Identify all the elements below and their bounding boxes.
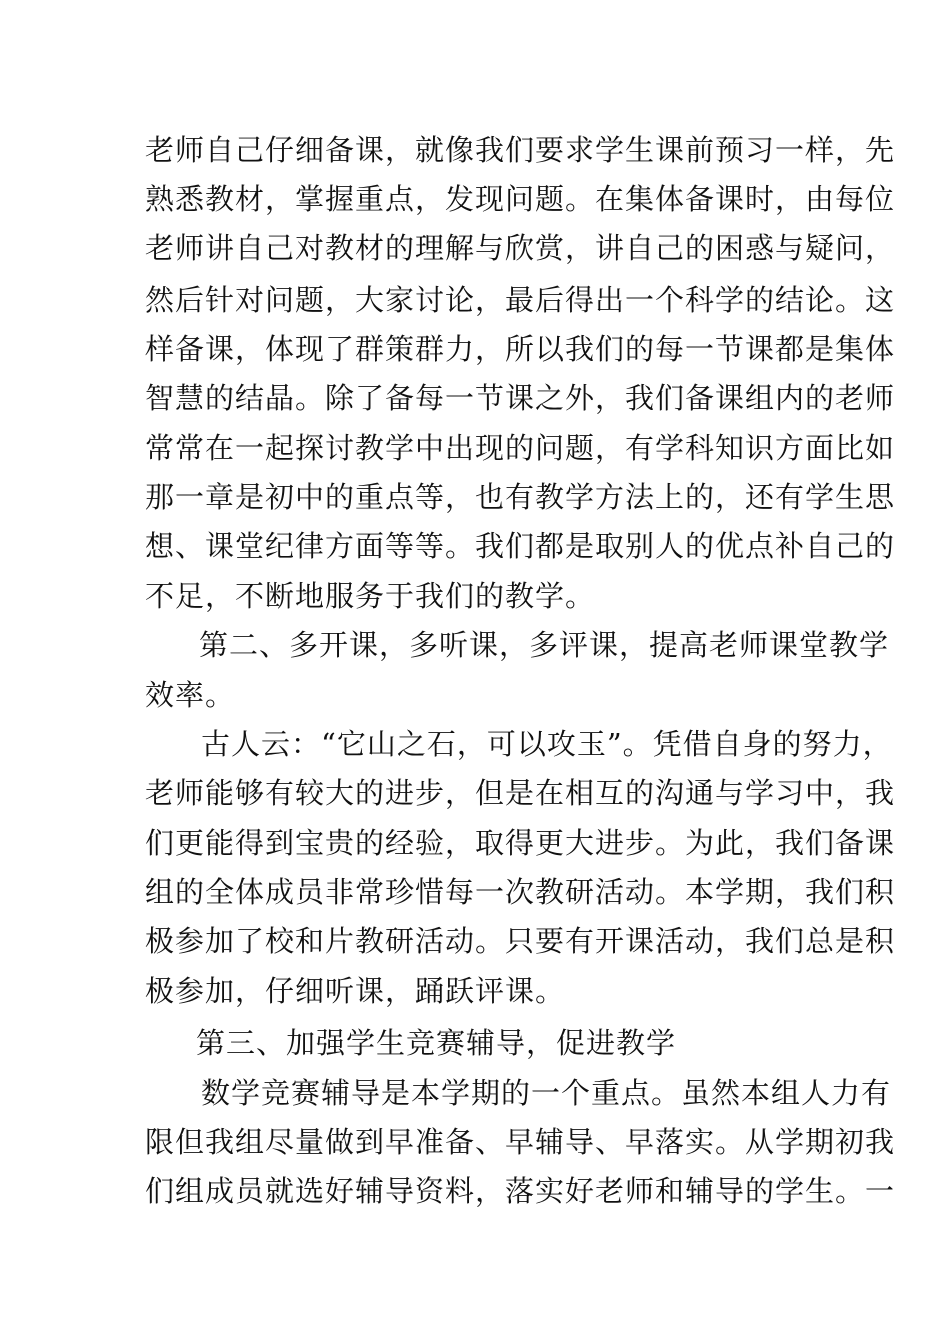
text-line: 那一章是初中的重点等，也有教学方法上的，还有学生思 [145, 480, 896, 514]
text-line: 古人云：“它山之石，可以攻玉”。凭借自身的努力， [201, 727, 893, 761]
text-line: 想、课堂纪律方面等等。我们都是取别人的优点补自己的 [145, 529, 896, 563]
section-heading-2: 第二、多开课，多听课，多评课，提高老师课堂教学 [199, 628, 890, 662]
text-line: 老师自己仔细备课，就像我们要求学生课前预习一样，先 [145, 133, 896, 167]
text-line: 组的全体成员非常珍惜每一次教研活动。本学期，我们积 [145, 875, 896, 909]
text-line: 极参加了校和片教研活动。只要有开课活动，我们总是积 [145, 924, 896, 958]
text-line: 们更能得到宝贵的经验，取得更大进步。为此，我们备课 [145, 826, 896, 860]
text-line: 不足，不断地服务于我们的教学。 [145, 579, 596, 613]
text-line: 们组成员就选好辅导资料，落实好老师和辅导的学生。一 [145, 1174, 896, 1208]
text-line: 熟悉教材，掌握重点，发现问题。在集体备课时，由每位 [145, 182, 896, 216]
text-line: 样备课，体现了群策群力，所以我们的每一节课都是集体 [145, 332, 896, 366]
text-line: 极参加，仔细听课，踊跃评课。 [145, 974, 566, 1008]
text-line: 数学竞赛辅导是本学期的一个重点。虽然本组人力有 [201, 1076, 892, 1110]
text-line: 老师讲自己对教材的理解与欣赏，讲自己的困惑与疑问， [145, 231, 896, 265]
section-heading-3: 第三、加强学生竞赛辅导，促进教学 [196, 1026, 677, 1060]
text-line: 效率。 [145, 678, 236, 712]
text-line: 然后针对问题，大家讨论，最后得出一个科学的结论。这 [145, 283, 896, 317]
text-line: 智慧的结晶。除了备每一节课之外，我们备课组内的老师 [145, 381, 896, 415]
text-line: 常常在一起探讨教学中出现的问题，有学科知识方面比如 [145, 431, 896, 465]
text-line: 老师能够有较大的进步，但是在相互的沟通与学习中，我 [145, 776, 896, 810]
text-line: 限但我组尽量做到早准备、早辅导、早落实。从学期初我 [145, 1125, 896, 1159]
